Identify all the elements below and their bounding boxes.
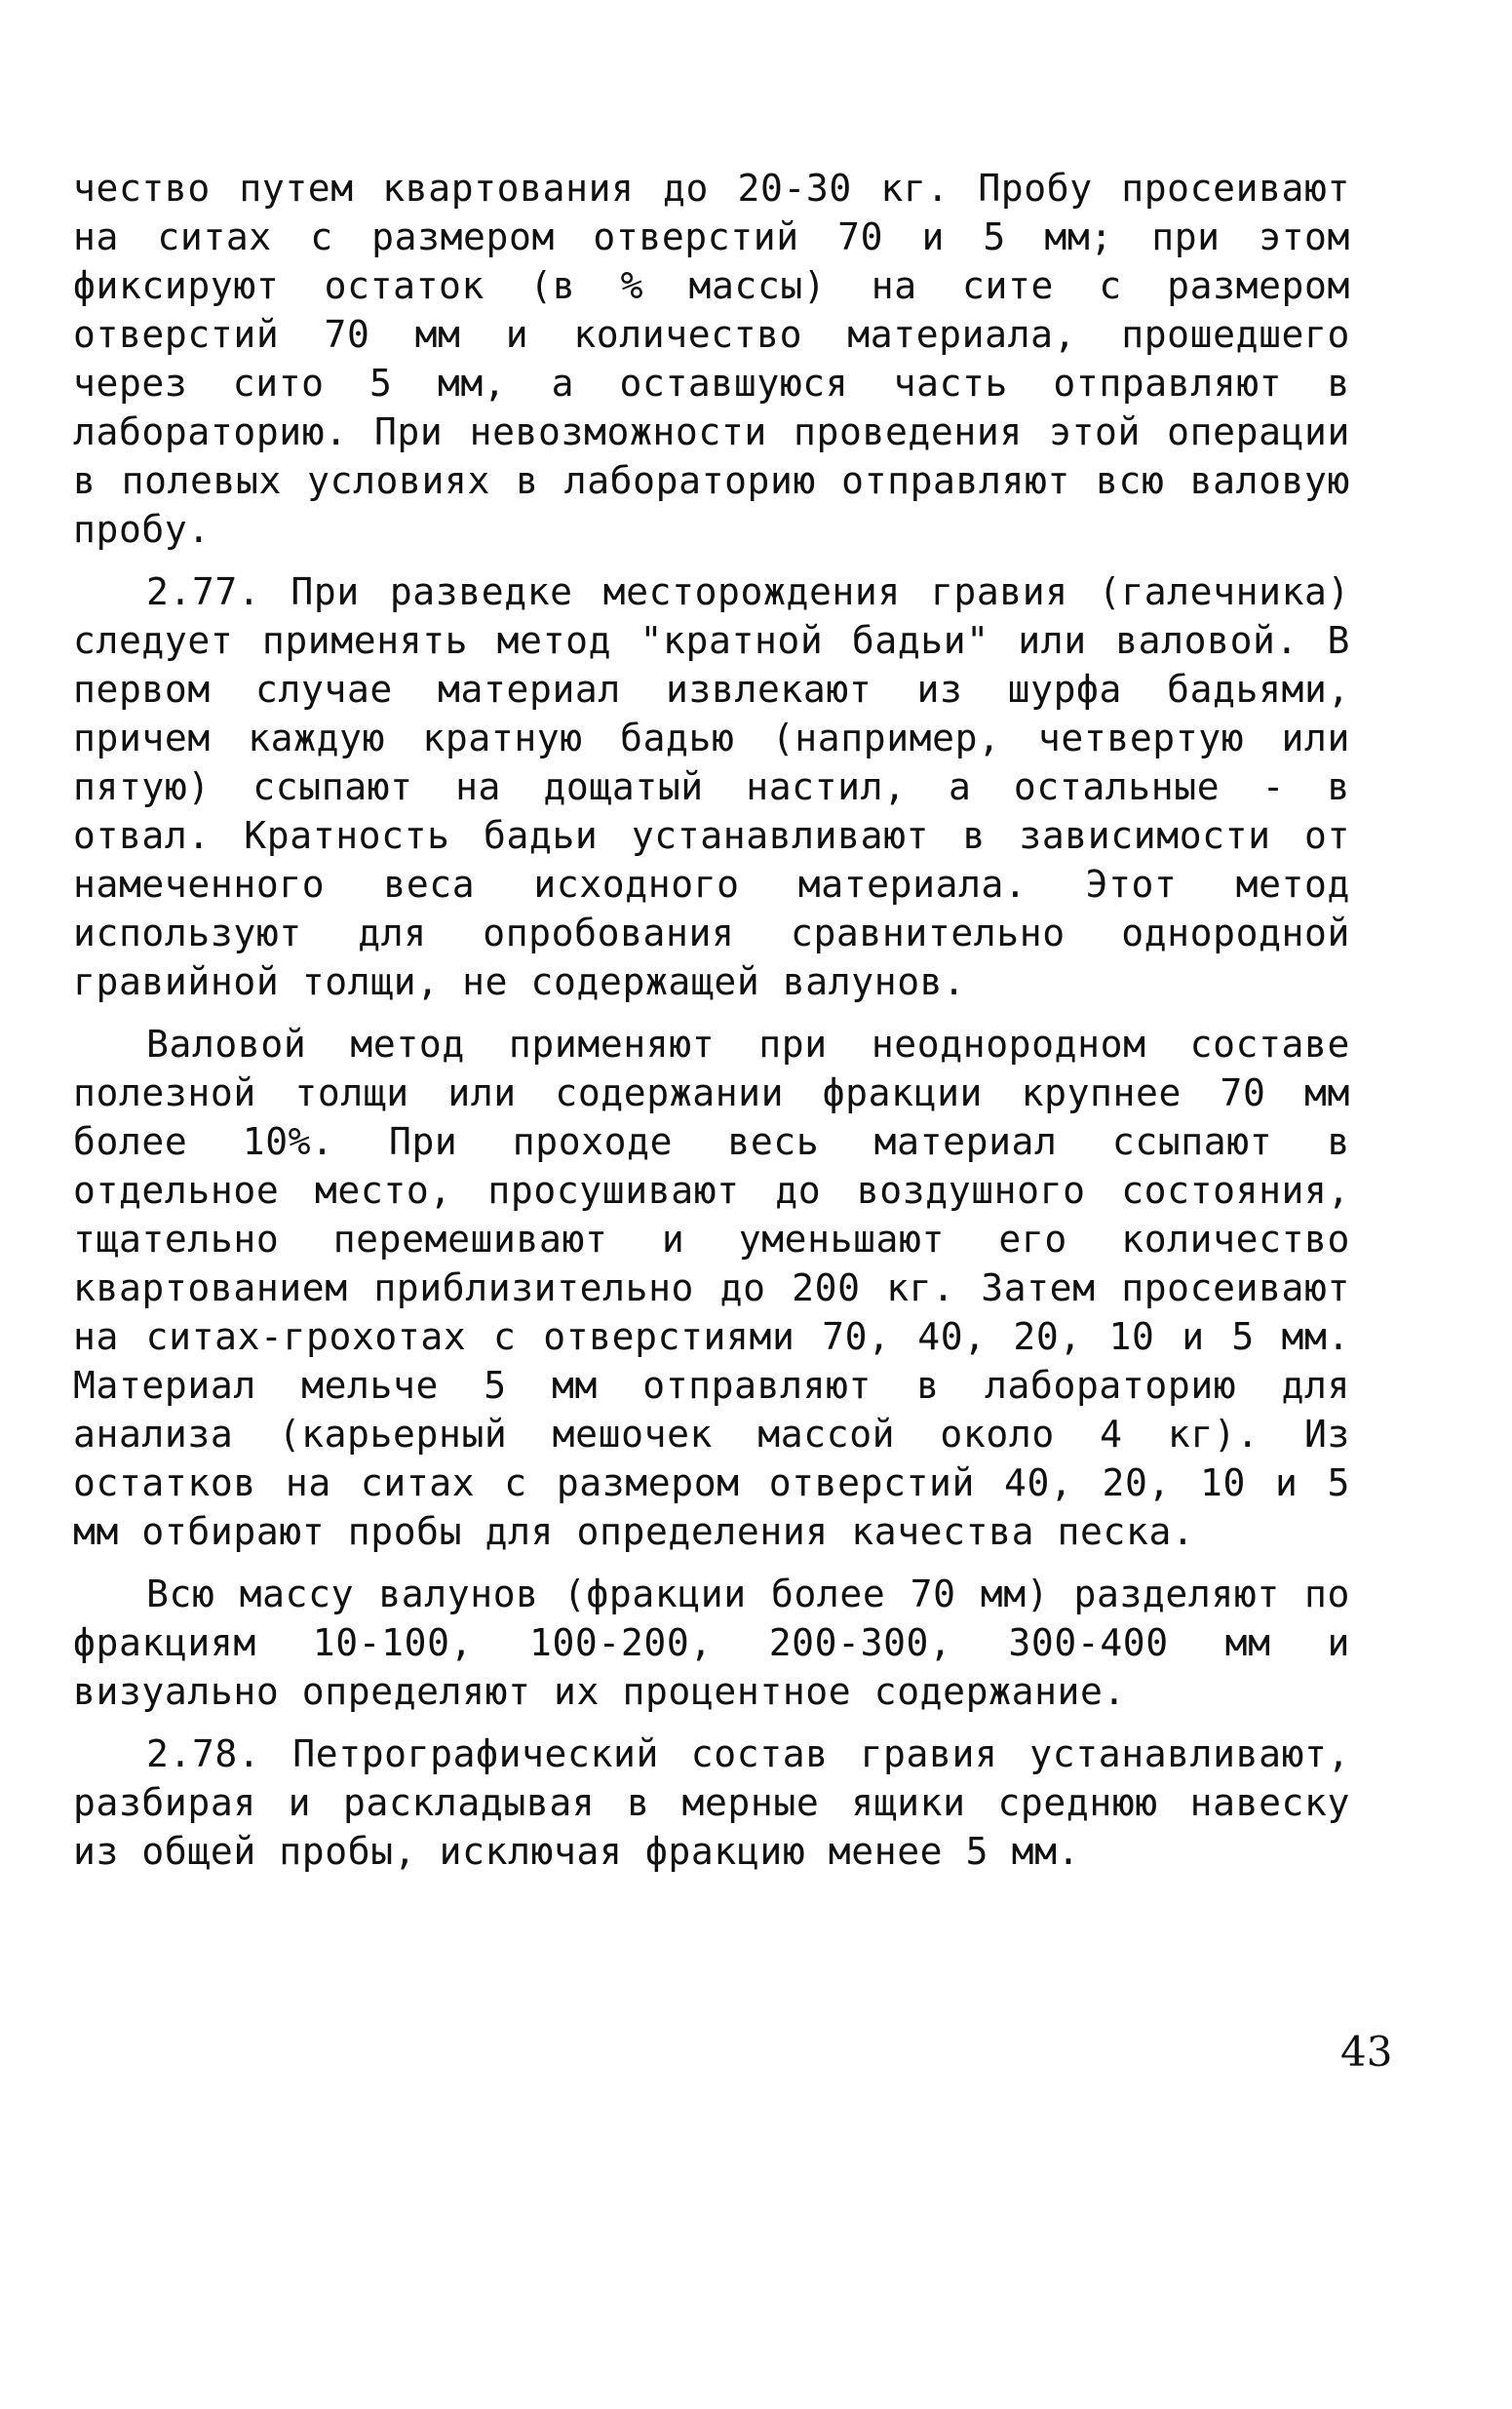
page-number: 43 <box>1340 2028 1393 2076</box>
paragraph-continuation: чество путем квартования до 20-30 кг. Пробу просеивают на ситах с размером отверстий 70 и 5 мм; при этом фиксируют остаток (в % массы) на сите с размером отверстий 70 мм и количество материала, прошедшего через сито 5 мм, а оставшуюся часть отправляют в лабораторию. При невозможности проведения этой операции в полевых условиях в лабораторию отправляют всю валовую пробу. <box>73 167 1350 551</box>
paragraph-section-2-78: 2.78. Петрографический состав гравия устанавливают, разбирая и раскладывая в мерные ящики среднюю навеску из общей пробы, исключая фракцию менее 5 мм. <box>73 1732 1350 1873</box>
paragraph-boulders: Всю массу валунов (фракции более 70 мм) разделяют по фракциям 10-100, 100-200, 200-300, 300-400 мм и визуально определяют их процентное содержание. <box>73 1573 1350 1713</box>
body-text <box>73 164 1350 1889</box>
paragraph-bulk-method: Валовой метод применяют при неоднородном составе полезной толщи или содержании фракции крупнее 70 мм более 10%. При проходе весь материал ссыпают в отдельное место, просушивают до воздушного состояния, тщательно перемешивают и уменьшают его количество квартованием приблизительно до 200 кг. Затем просеивают на ситах-грохотах с отверстиями 70, 40, 20, 10 и 5 мм. Материал мельче 5 мм отправляют в лабораторию для анализа (карьерный мешочек массой около 4 кг). Из остатков на ситах с размером отверстий 40, 20, 10 и 5 мм отбирают пробы для определения качества песка. <box>73 1023 1350 1553</box>
paragraph-section-2-77: 2.77. При разведке месторождения гравия (галечника) следует применять метод "кратной бадьи" или валовой. В первом случае материал извлекают из шурфа бадьями, причем каждую кратную бадью (например, четвертую или пятую) ссыпают на дощатый настил, а остальные - в отвал. Кратность бадьи устанавливают в зависимости от намеченного веса исходного материала. Этот метод используют для опробования сравнительно однородной гравийной толщи, не содержащей валунов. <box>73 570 1350 1003</box>
